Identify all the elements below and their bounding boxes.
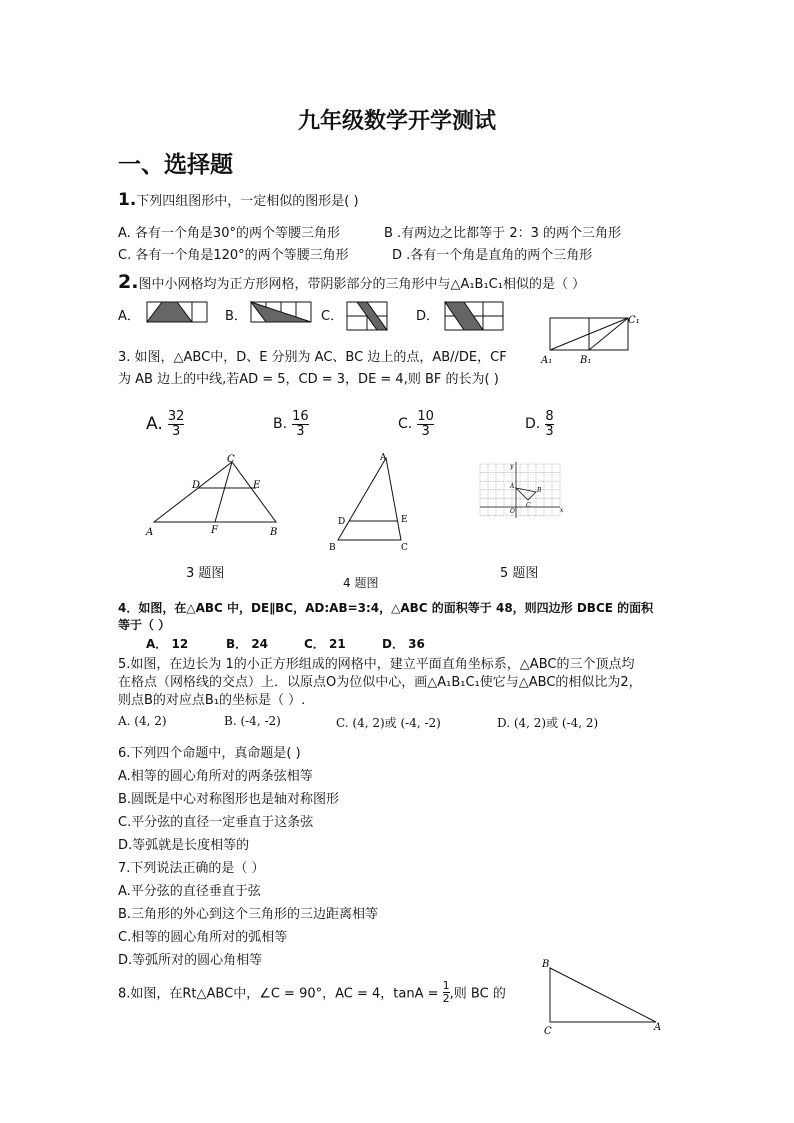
q2-label-c1: C₁ — [628, 315, 640, 326]
q7-option-d: D.等弧所对的圆心角相等 — [118, 953, 263, 968]
q4-option-a: A． 12 — [146, 637, 189, 651]
q2-number: 2. — [118, 271, 139, 293]
q3-option-a-label: A. — [146, 414, 163, 435]
q5-option-c: C. (4, 2)或 (-4, -2) — [336, 716, 441, 730]
q2-label-d: D． — [416, 309, 440, 324]
fig5-label-c: C — [526, 502, 531, 509]
q6-stem: 6.下列四个命题中，真命题是( ) — [118, 746, 301, 761]
q8-figure — [536, 954, 668, 1038]
q3-option-a-num: 32 — [167, 409, 185, 424]
q1-option-a: A. 各有一个角是30°的两个等腰三角形 — [118, 226, 340, 241]
fig3-label-a: A — [146, 527, 154, 538]
q2-label-b1: B₁ — [580, 355, 592, 366]
q2-reference-figure — [538, 310, 648, 372]
fig4-label-b: B — [329, 543, 336, 553]
fig3-label-e: E — [253, 480, 261, 491]
q8-stem — [118, 980, 506, 1004]
q2-label-a: A． — [118, 309, 140, 324]
q4-line1: 4．如图，在△ABC 中，DE∥BC，AD:AB=3:4，△ABC 的面积等于 48，则四边形 DBCE 的面积 — [118, 601, 654, 615]
fig4-caption: 4 题图 — [343, 576, 379, 590]
q5-option-d: D. (4, 2)或 (-4, 2) — [497, 716, 599, 730]
q2-figure-a — [146, 301, 208, 323]
q3-option-d-num: 8 — [545, 409, 554, 424]
fig8-label-a: A — [654, 1022, 662, 1033]
q2-figure-b — [250, 301, 312, 323]
q3-option-b-num: 16 — [292, 409, 309, 424]
q3-option-b-label: B. — [273, 416, 288, 433]
q8-text-post: ,则 BC 的 — [449, 986, 506, 1002]
q2-label-b: B． — [225, 309, 247, 324]
fig4-label-c: C — [401, 543, 408, 553]
q3-line2: 为 AB 边上的中线,若AD = 5，CD = 3，DE = 4,则 BF 的长为( ) — [118, 372, 499, 387]
fig3-caption: 3 题图 — [186, 566, 225, 581]
q4-figure — [325, 448, 420, 558]
q7-stem: 7.下列说法正确的是（ ） — [118, 861, 265, 876]
q4-option-c: C． 21 — [304, 637, 346, 651]
fig4-label-e: E — [401, 515, 408, 525]
fig3-label-b: B — [270, 527, 278, 538]
q7-option-b: B.三角形的外心到这个三角形的三边距离相等 — [118, 907, 379, 922]
fig4-label-d: D — [338, 517, 346, 527]
fig3-label-c: C — [227, 454, 235, 465]
q3-line1: 3. 如图，△ABC中，D、E 分别为 AC、BC 边上的点，AB//DE，CF — [118, 350, 507, 365]
q1-option-c: C. 各有一个角是120°的两个等腰三角形 — [118, 248, 349, 263]
q8-fraction — [443, 980, 450, 1004]
q6-option-a: A.相等的圆心角所对的两条弦相等 — [118, 769, 313, 784]
q3-figure — [140, 452, 290, 542]
q3-option-c — [398, 410, 434, 438]
fig5-label-y: y — [510, 463, 514, 470]
fig5-label-a: A — [510, 483, 515, 490]
q3-option-a-den: 3 — [171, 423, 181, 439]
q2-figure-c — [346, 301, 388, 331]
fig8-label-b: B — [542, 959, 550, 970]
q6-option-b: B.圆既是中心对称图形也是轴对称图形 — [118, 792, 340, 807]
q3-option-b-fraction — [292, 410, 309, 438]
section-heading: 一、选择题 — [118, 151, 233, 178]
q1-number: 1. — [118, 190, 137, 210]
q3-option-d — [525, 410, 554, 438]
q6-option-d: D.等弧就是长度相等的 — [118, 838, 250, 853]
q5-option-a: A. (4, 2) — [118, 714, 167, 728]
q5-line1: 5.如图，在边长为 1的小正方形组成的网格中，建立平面直角坐标系，△ABC的三个顶点均 — [118, 657, 635, 672]
fig3-label-f: F — [211, 525, 218, 536]
fig8-label-c: C — [544, 1026, 552, 1037]
page-title: 九年级数学开学测试 — [297, 108, 496, 134]
q5-option-b: B. (-4, -2) — [224, 714, 281, 728]
fig4-label-a: A — [380, 453, 387, 463]
q2-label-a1: A₁ — [541, 355, 553, 366]
q5-figure — [476, 460, 566, 520]
q8-den: 2 — [442, 991, 450, 1005]
q3-option-a-fraction — [168, 410, 185, 438]
q3-option-d-label: D. — [525, 416, 541, 433]
q2-text: 图中小网格均为正方形网格，带阴影部分的三角形中与△A₁B₁C₁相似的是（ ） — [138, 277, 586, 292]
q3-option-c-den: 3 — [421, 423, 430, 439]
q1-option-d: D .各有一个角是直角的两个三角形 — [392, 248, 593, 263]
q3-option-c-label: C. — [398, 416, 413, 433]
q5-line3: 则点B的对应点B₁的坐标是（ ）. — [118, 693, 306, 708]
q8-num: 1 — [442, 979, 450, 992]
fig5-label-b: B — [537, 487, 542, 494]
q2-stem — [118, 271, 585, 293]
q4-option-d: D． 36 — [382, 637, 425, 651]
q2-label-c: C． — [321, 309, 344, 324]
q4-line2: 等于（ ） — [118, 618, 171, 632]
fig5-caption: 5 题图 — [500, 566, 539, 581]
q3-option-a — [146, 410, 184, 438]
q5-line2: 在格点（网格线的交点）上．以原点O为位似中心，画△A₁B₁C₁使它与△ABC的相似比为2， — [118, 675, 642, 690]
fig5-label-o: O — [510, 508, 515, 515]
q3-option-b — [273, 410, 309, 438]
q8-text-pre: 8.如图，在Rt△ABC中，∠C = 90°，AC = 4，tanA = — [118, 986, 439, 1002]
q3-option-c-fraction — [417, 410, 434, 438]
q7-option-a: A.平分弦的直径垂直于弦 — [118, 884, 261, 899]
q1-option-b: B .有两边之比都等于 2：3 的两个三角形 — [384, 226, 621, 241]
q3-option-d-den: 3 — [545, 423, 554, 439]
fig3-label-d: D — [192, 480, 201, 491]
q7-option-c: C.相等的圆心角所对的弧相等 — [118, 930, 288, 945]
q1-stem — [118, 190, 359, 210]
q3-option-c-num: 10 — [417, 409, 434, 424]
q2-figure-d — [444, 301, 504, 331]
q6-option-c: C.平分弦的直径一定垂直于这条弦 — [118, 815, 314, 830]
q3-option-d-fraction — [545, 410, 553, 438]
q1-text: 下列四组图形中，一定相似的图形是( ) — [136, 194, 359, 209]
q4-option-b: B． 24 — [226, 637, 269, 651]
fig5-label-x: x — [560, 507, 564, 514]
q3-option-b-den: 3 — [296, 423, 305, 439]
